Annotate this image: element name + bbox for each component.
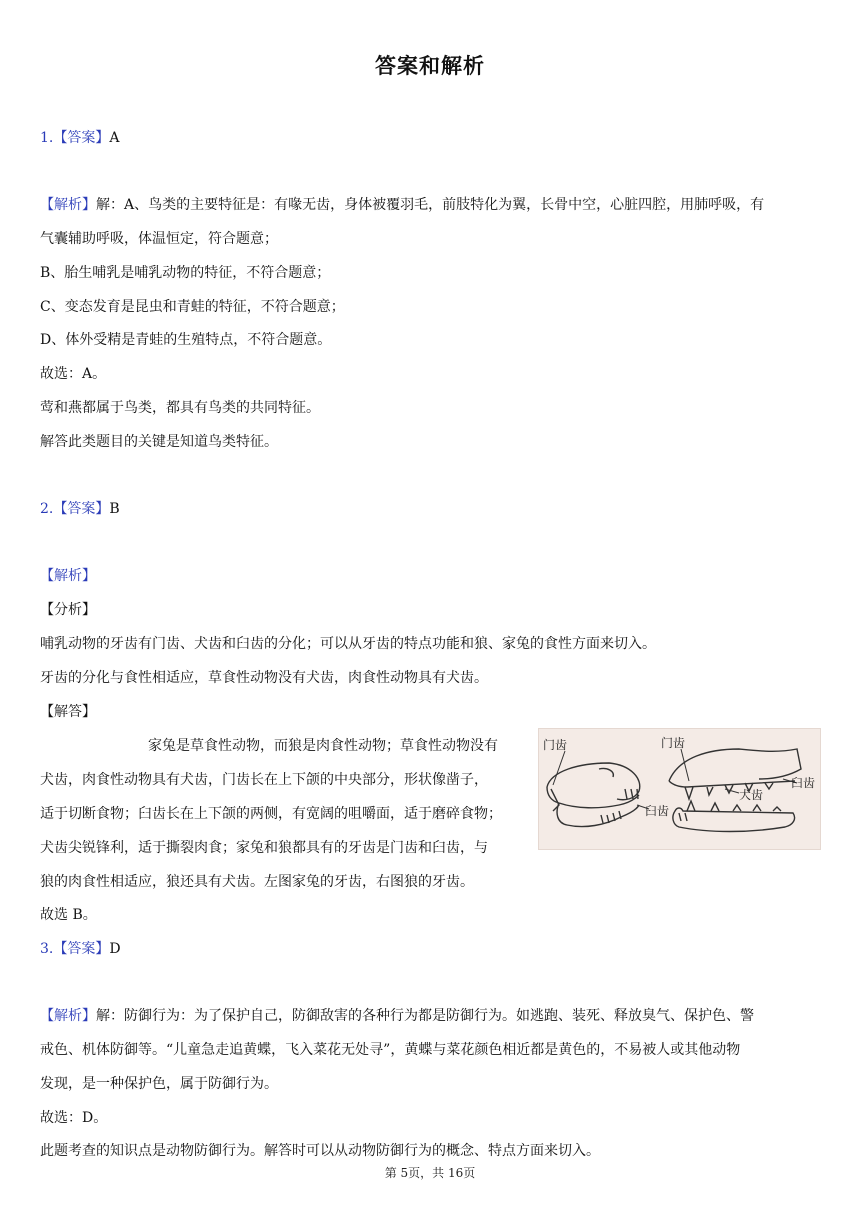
q2-text-end: 故选 B。 [40,907,97,923]
q3-answer-line [40,939,121,959]
q2-jieda-tag: 【解答】 [40,704,96,720]
q3-text3: 发现，是一种保护色，属于防御行为。 [40,1076,278,1092]
q1-analysis-tag: 【解析】 [40,197,96,213]
q1-answer: A [109,130,120,146]
wolf-canine-label: 犬齿 [739,788,764,802]
wolf-incisor-label: 门齿 [661,736,686,750]
q3-analysis-line1 [40,1006,754,1026]
q1-text1: 解：A、鸟类的主要特征是：有喙无齿，身体被覆羽毛，前肢特化为翼，长骨中空，心脏四腔，用肺呼吸，有 [96,197,765,213]
teeth-figure [538,728,821,850]
wolf-molar-label: 臼齿 [791,776,816,790]
rabbit-molar-label: 臼齿 [645,804,670,818]
q2-para4: 犬齿尖锐锋利，适于撕裂肉食；家兔和狼都具有的牙齿是门齿和臼齿，与 [40,840,488,856]
q1-answer-line [40,128,119,148]
q1-text4: C、变态发育是昆虫和青蛙的特征，不符合题意； [40,299,345,315]
page-title: 答案和解析 [375,54,485,78]
q3-text4: 故选：D。 [40,1110,108,1126]
q3-analysis-tag: 【解析】 [40,1008,96,1024]
q2-answer-line [40,499,120,519]
q3-answer: D [109,941,121,957]
q1-text5: D、体外受精是青蛙的生殖特点，不符合题意。 [40,332,332,348]
q1-analysis-line1 [40,195,764,215]
q2-text1: 哺乳动物的牙齿有门齿、犬齿和臼齿的分化；可以从牙齿的特点功能和狼、家兔的食性方面来切入。 [40,636,656,652]
q1-text7: 莺和燕都属于鸟类，都具有鸟类的共同特征。 [40,400,320,416]
rabbit-incisor-label: 门齿 [543,738,568,752]
q2-para5: 狼的肉食性相适应，狼还具有犬齿。左图家兔的牙齿，右图狼的牙齿。 [40,874,474,890]
q2-fenxi-tag: 【分析】 [40,602,96,618]
q2-analysis-tag: 【解析】 [40,568,96,584]
q2-text2: 牙齿的分化与食性相适应，草食性动物没有犬齿，肉食性动物具有犬齿。 [40,670,488,686]
q1-number: 1. [40,130,54,146]
q2-answer-tag: 【答案】 [53,501,110,517]
q3-answer-tag: 【答案】 [53,941,110,957]
q3-text1: 解：防御行为：为了保护自己，防御敌害的各种行为都是防御行为。如逃跑、装死、释放臭气、保护色、警 [96,1008,754,1024]
page-footer: 第 5页，共 16页 [384,1166,476,1180]
q1-text3: B、胎生哺乳是哺乳动物的特征，不符合题意； [40,265,331,281]
q2-answer: B [109,501,120,517]
q3-number: 3. [40,941,54,957]
wolf-skull [669,749,801,832]
q3-text2: 戒色、机体防御等。“儿童急走追黄蝶，飞入菜花无处寻”，黄蝶与菜花颜色相近都是黄色的，不易被人或其他动物 [40,1042,741,1058]
q2-para1: 家兔是草食性动物，而狼是肉食性动物；草食性动物没有 [148,738,498,754]
q2-para3: 适于切断食物；臼齿长在上下颌的两侧，有宽阔的咀嚼面，适于磨碎食物； [40,806,502,822]
q3-text5: 此题考查的知识点是动物防御行为。解答时可以从动物防御行为的概念、特点方面来切入。 [40,1143,600,1159]
q1-text8: 解答此类题目的关键是知道鸟类特征。 [40,434,278,450]
q2-number: 2. [40,501,54,517]
q1-text2: 气囊辅助呼吸，体温恒定，符合题意； [40,231,278,247]
teeth-illustration [539,729,820,849]
q1-text6: 故选：A。 [40,366,107,382]
q2-para2: 犬齿，肉食性动物具有犬齿，门齿长在上下颌的中央部分，形状像凿子， [40,772,488,788]
q1-answer-tag: 【答案】 [53,130,110,146]
rabbit-skull [547,763,640,827]
